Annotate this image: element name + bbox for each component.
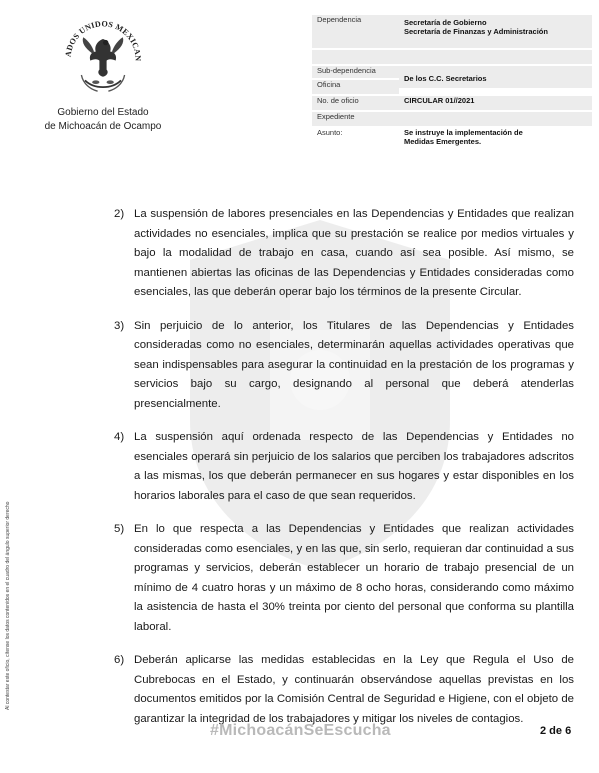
ref-value-line1: Secretaría de Gobierno — [404, 18, 487, 27]
list-item — [114, 205, 574, 303]
ref-value — [399, 127, 592, 151]
list-item — [114, 317, 574, 415]
item-number: 6) — [114, 654, 125, 666]
ref-row-expediente — [312, 111, 592, 127]
ref-value: De los C.C. Secretarios — [399, 73, 592, 89]
ref-label: Expediente — [312, 111, 399, 127]
item-text: En lo que respecta a las Dependencias y Entidades que realizan actividades consideradas como esenciales, y en las que, sin serlo, requieran dar continuidad a sus programas y servicios, deberán establecer un horario de trabajo presencial de un mínimo de 4 cuatro horas y un máximo de 8 ocho horas, considerando como máximo la asistencia de hasta el 30% treinta por ciento del personal que conforma su plantilla laboral. — [134, 523, 574, 633]
list-item — [114, 428, 574, 506]
ref-row-dependencia — [312, 15, 592, 49]
item-number: 3) — [114, 319, 125, 332]
list-item — [114, 520, 574, 637]
coat-of-arms-seal — [58, 12, 148, 102]
item-number: 4) — [114, 431, 125, 443]
ref-label: Asunto: — [312, 127, 399, 151]
ref-value-line1: Se instruye la implementación de — [404, 128, 523, 137]
gov-name-line1: Gobierno del Estado — [57, 107, 149, 118]
footer-hashtag: #MichoacánSeEscucha — [210, 722, 391, 739]
ref-label — [312, 49, 399, 65]
item-text: La suspensión de labores presenciales en las Dependencias y Entidades que realizan actividades no esenciales, implica que su prestación se realice por medios virtuales y bajo la modalidad de trabajo en casa, cuando así sea posible. Así mismo, se mantienen abiertas las oficinas de las Dependencias y Entidades consideradas como esenciales, las que deberán operar bajo los términos de la presente Circular. — [134, 208, 574, 298]
item-text: Sin perjuicio de lo anterior, los Titulares de las Dependencias y Entidades consideradas como no esenciales, determinarán aquellas actividades operativas que sean indispensables para asegurar la continuidad en la prestación de los programas y servicios bajo su cargo, designando al personal que deberá atenderlas presencialmente. — [134, 319, 574, 410]
side-note: Al contestar este oficio, cítense los datos contenidos en el cuadro del ángulo superior derecho — [5, 501, 11, 710]
reference-table — [312, 15, 592, 152]
list-item — [114, 651, 574, 729]
ref-row-oficio — [312, 95, 592, 111]
ref-value — [399, 15, 592, 49]
item-number: 2) — [114, 208, 125, 220]
ref-row-oficina — [312, 79, 592, 95]
circular-items — [114, 205, 574, 743]
ref-row-blank — [312, 49, 592, 65]
gov-name-line2: de Michoacán de Ocampo — [44, 121, 162, 132]
government-name — [28, 106, 178, 134]
ref-label: Oficina — [312, 79, 399, 95]
ref-value: CIRCULAR 01//2021 — [399, 95, 592, 111]
page-number: 2 de 6 — [540, 725, 572, 737]
ref-value-line2: Secretaría de Finanzas y Administración — [404, 27, 548, 36]
ref-value — [399, 111, 592, 127]
ref-label: Sub-dependencia — [312, 65, 399, 79]
item-text: Deberán aplicarse las medidas establecidas en la Ley que Regula el Uso de Cubrebocas en el Estado, y continuarán observándose aquellas previstas en los documentos emitidos por la Comisión Central de Seguridad e Higiene, con el objeto de garantizar la integridad de los trabajadores y mitigar los niveles de contagios. — [134, 654, 574, 725]
seal-arc-text: ADOS UNIDOS MEXICAN — [63, 19, 143, 62]
ref-label: No. de oficio — [312, 95, 399, 111]
item-number: 5) — [114, 523, 125, 535]
item-text: La suspensión aquí ordenada respecto de las Dependencias y Entidades no esenciales operará sin perjuicio de los salarios que perciben los trabajadores adscritos a las mismas, los que deberán permanecer en sus hogares y estar disponibles en los horarios laborales para el caso de que sean requeridos. — [134, 431, 574, 502]
ref-value — [399, 49, 592, 65]
ref-row-asunto — [312, 127, 592, 151]
ref-value-line2: Medidas Emergentes. — [404, 137, 482, 146]
ref-label: Dependencia — [312, 15, 399, 49]
